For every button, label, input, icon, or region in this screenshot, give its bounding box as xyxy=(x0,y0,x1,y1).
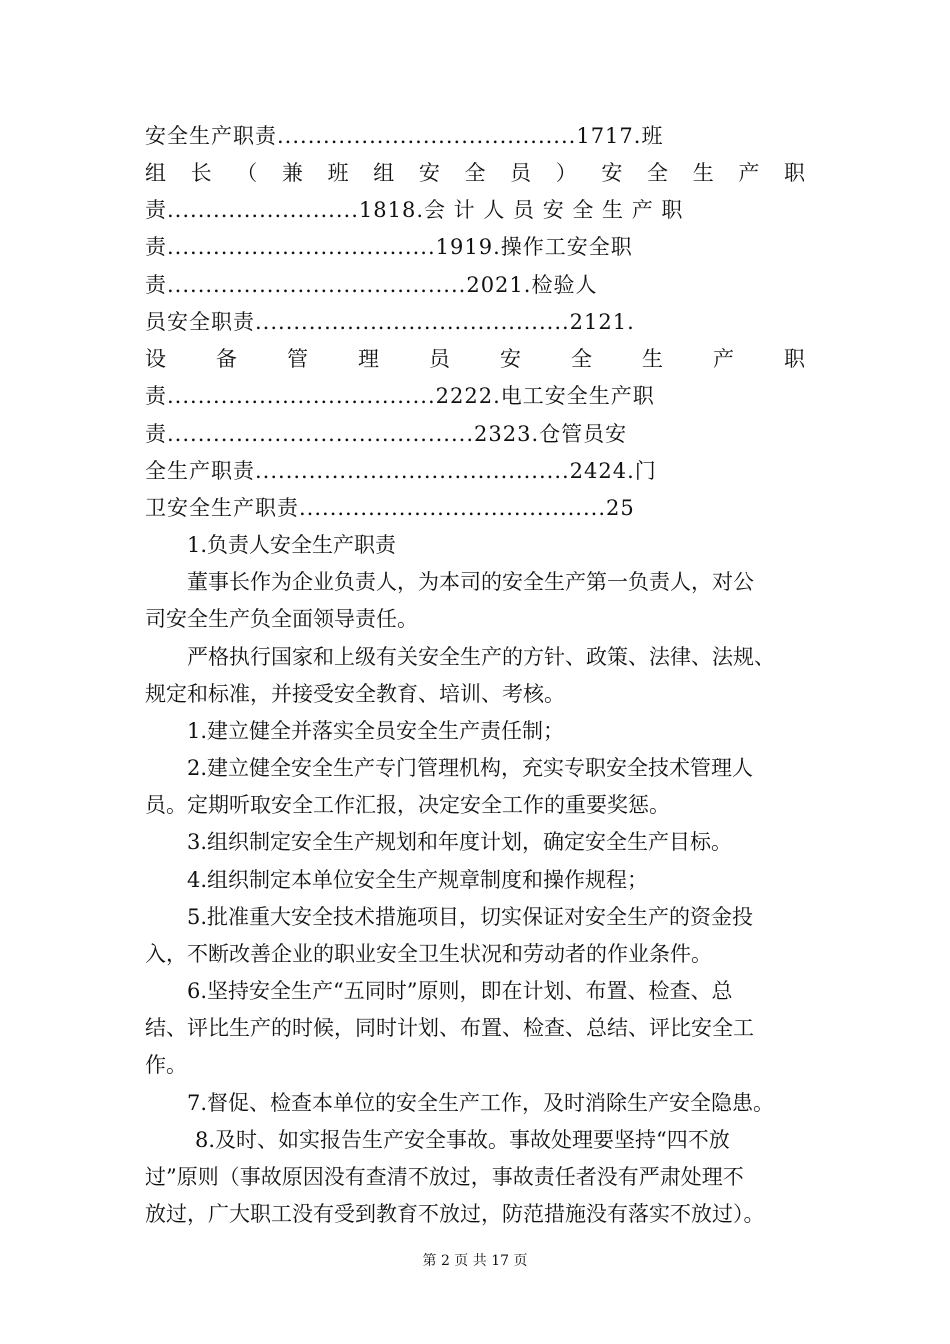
toc-line-spread xyxy=(145,341,805,378)
toc-char: 组 xyxy=(373,161,395,185)
section-heading: 1.负责人安全生产职责 xyxy=(187,533,397,557)
list-item-cont: 过”原则（事故原因没有查清不放过，事故责任者没有严肃处理不 xyxy=(145,1165,744,1189)
toc-char: 安 xyxy=(601,161,623,185)
list-item-cont: 入，不断改善企业的职业安全卫生状况和劳动者的作业条件。 xyxy=(145,942,712,966)
toc-char: （ xyxy=(236,161,258,185)
toc-char: 安 xyxy=(418,161,440,185)
toc-line: 员安全职责.........................................2121. xyxy=(145,310,635,334)
toc-line: 责...................................2222.电工安全生产职 xyxy=(145,384,655,408)
list-item: 8.及时、如实报告生产安全事故。事故处理要坚持“四不放 xyxy=(195,1128,730,1152)
page-footer: 第 2 页 共 17 页 xyxy=(422,1253,528,1269)
toc-char: 产 xyxy=(738,161,760,185)
toc-char: 设 xyxy=(145,347,166,371)
paragraph-line: 规定和标准，并接受安全教育、培训、考核。 xyxy=(145,682,565,706)
list-item: 4.组织制定本单位安全生产规章制度和操作规程； xyxy=(187,868,649,892)
list-item: 6.坚持安全生产“五同时”原则，即在计划、布置、检查、总 xyxy=(187,979,733,1003)
toc-char: 产 xyxy=(713,347,734,371)
list-item: 5.批准重大安全技术措施项目，切实保证对安全生产的资金投 xyxy=(187,905,754,929)
toc-char: 班 xyxy=(327,161,349,185)
toc-line: 卫安全生产职责........................................25 xyxy=(145,496,635,520)
paragraph-line: 董事长作为企业负责人，为本司的安全生产第一负责人，对公 xyxy=(187,570,754,594)
toc-char: 生 xyxy=(642,347,663,371)
toc-char: 全 xyxy=(571,347,592,371)
toc-char: 职 xyxy=(784,347,805,371)
list-item-cont: 员。定期听取安全工作汇报，决定安全工作的重要奖惩。 xyxy=(145,793,670,817)
toc-char: 安 xyxy=(500,347,521,371)
toc-char: 全 xyxy=(647,161,669,185)
list-item: 1.建立健全并落实全员安全生产责任制； xyxy=(187,719,565,743)
toc-char: 组 xyxy=(145,161,166,185)
toc-line-spread xyxy=(145,155,805,192)
list-item-cont: 放过，广大职工没有受到教育不放过，防范措施没有落实不放过）。 xyxy=(145,1202,765,1226)
list-item: 7.督促、检查本单位的安全生产工作，及时消除生产安全隐患。 xyxy=(187,1091,775,1115)
toc-char: 生 xyxy=(692,161,714,185)
toc-char: 理 xyxy=(358,347,379,371)
toc-line: 责........................................2323.仓管员安 xyxy=(145,422,628,446)
toc-line: 责.........................1818.会 计 人 员 安 全 生 产 职 xyxy=(145,198,684,222)
list-item: 3.组织制定安全生产规划和年度计划，确定安全生产目标。 xyxy=(187,830,733,854)
list-item-cont: 结、评比生产的时候，同时计划、布置、检查、总结、评比安全工 xyxy=(145,1016,754,1040)
toc-char: 全 xyxy=(464,161,486,185)
paragraph-line: 司安全生产负全面领导责任。 xyxy=(145,607,418,631)
toc-char: 长 xyxy=(190,161,212,185)
toc-line: 安全生产职责.......................................1717.班 xyxy=(145,124,664,148)
list-item-cont: 作。 xyxy=(145,1053,187,1077)
toc-line: 责.......................................2021.检验人 xyxy=(145,273,598,297)
toc-char: 管 xyxy=(287,347,308,371)
toc-line: 责...................................1919.操作工安全职 xyxy=(145,235,633,259)
paragraph-line: 严格执行国家和上级有关安全生产的方针、政策、法律、法规、 xyxy=(187,645,775,669)
list-item: 2.建立健全安全生产专门管理机构，充实专职安全技术管理人 xyxy=(187,756,754,780)
toc-char: 员 xyxy=(429,347,450,371)
toc-char: 职 xyxy=(783,161,805,185)
toc-char: ） xyxy=(555,161,577,185)
toc-char: 员 xyxy=(510,161,532,185)
toc-char: 兼 xyxy=(281,161,303,185)
toc-line: 全生产职责.........................................2424.门 xyxy=(145,459,657,483)
toc-char: 备 xyxy=(216,347,237,371)
